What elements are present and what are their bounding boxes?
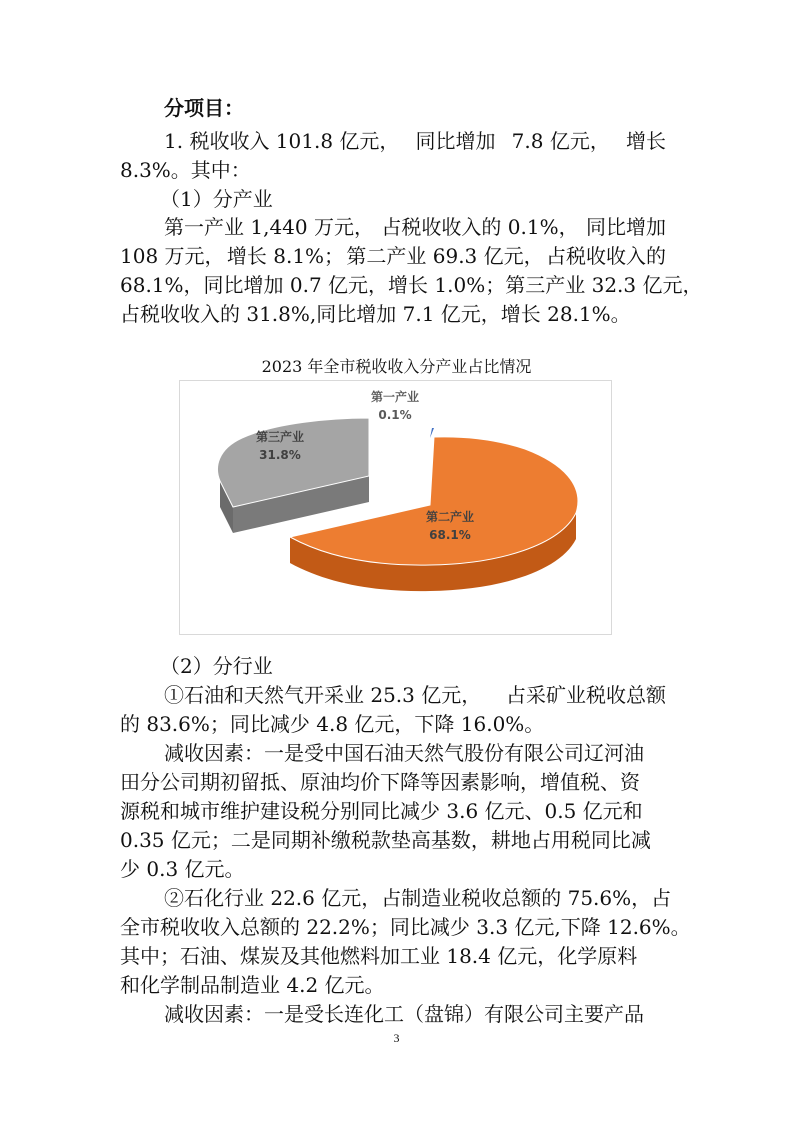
page-number: 3 [393,1031,400,1045]
pie-chart-svg [180,381,613,636]
text-segment: 7.8 亿元， [511,129,610,153]
subheading-sector: （2）分行业 [160,654,273,678]
slice-primary [430,428,434,438]
para5-line2: 全市税收收入总额的 22.2%；同比减少 3.3 亿元,下降 12.6%。 [120,915,691,939]
text-segment: 占采矿业税收总额 [506,683,666,707]
text-segment: 1. 税收收入 101.8 亿元， [164,129,400,153]
para1-line2: 8.3%。其中： [120,158,251,182]
label-primary-value: 0.1% [378,408,412,422]
text-segment: 第一产业 1,440 万元， [164,215,374,239]
para4-line3: 源税和城市维护建设税分别同比减少 3.6 亿元、0.5 亿元和 [120,799,643,823]
para3-line2: 的 83.6%；同比减少 4.8 亿元，下降 16.0%。 [120,712,545,736]
para5-line3: 其中；石油、煤炭及其他燃料加工业 18.4 亿元，化学原料 [120,944,638,968]
text-segment: 108 万元， [120,244,225,268]
text-segment: 同比增加 [586,215,666,239]
pie-chart [179,380,612,635]
para2-line1 [164,213,666,241]
para3-line1 [164,681,666,709]
section-heading: 分项目： [164,96,244,120]
text-segment: ②石化行业 22.6 亿元， [164,886,382,910]
text-segment: 占税收收入的 [545,244,666,268]
para5-line1 [164,884,672,912]
text-segment: 同比增加 [415,129,496,153]
para2-line4: 占税收收入的 31.8%,同比增加 7.1 亿元，增长 28.1%。 [120,302,631,326]
chart-title: 2023 年全市税收收入分产业占比情况 [261,357,532,376]
text-segment: 增长 8.1%； [226,244,345,268]
para5-line4: 和化学制品制造业 4.2 亿元。 [120,973,385,997]
text-segment: 占制造业税收总额的 75.6%， [381,886,652,910]
label-secondary-name: 第二产业 [425,510,475,524]
label-secondary-value: 68.1% [429,528,471,542]
text-segment: 占税收收入的 0.1%， [381,215,579,239]
subheading-industry: （1）分产业 [160,187,273,211]
para4-line2: 田分公司期初留抵、原油均价下降等因素影响，增值税、资 [120,770,640,794]
text-segment: 68.1%，同比增加 0.7 亿元，增长 1.0%； [120,273,506,297]
label-primary-name: 第一产业 [370,390,420,404]
label-tertiary-value: 31.8% [259,448,301,462]
para4-line4: 0.35 亿元；二是同期补缴税款垫高基数，耕地占用税同比减 [120,828,651,852]
para4-line5: 少 0.3 亿元。 [120,857,245,881]
text-segment: 第二产业 69.3 亿元， [346,244,544,268]
para2-line2 [120,242,666,270]
text-segment: ①石油和天然气开采业 25.3 亿元， [164,683,482,707]
label-tertiary-name: 第三产业 [255,430,305,444]
para1-line1 [164,127,666,155]
para4-line1: 减收因素：一是受中国石油天然气股份有限公司辽河油 [164,741,644,765]
para6-line1: 减收因素：一是受长连化工（盘锦）有限公司主要产品 [164,1002,644,1026]
text-segment: 增长 [625,129,666,153]
para2-line3 [120,271,703,299]
text-segment: 占 [651,886,672,910]
text-segment: 第三产业 32.3 亿元， [505,273,703,297]
